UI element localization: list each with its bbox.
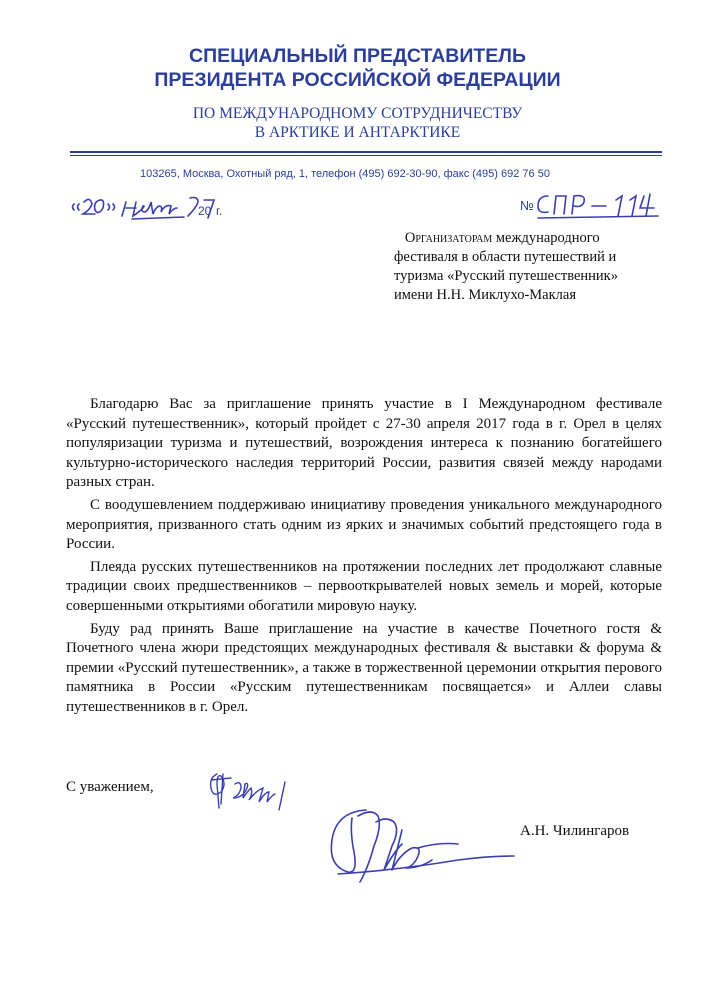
body-paragraph-4: Буду рад принять Ваше приглашение на участие в качестве Почетного гостя & Почетного члена жюри предстоящих международных фестиваля & выставки & форума & премии «Русский путешественник», а также в торжественной церемонии открытия перового памятника в России «Русским путешественникам посвящается» и Аллеи славы путешественников в г. Орел.: [66, 620, 662, 715]
date-field: [70, 190, 240, 222]
body-paragraph-3: Плеяда русских путешественников на протяжении последних лет продолжают славные традиции своих предшественников – первооткрывателей новых земель и морей, которые совершенными открытиями обогатили мировую науку.: [66, 558, 662, 614]
addressee-line1-caps: Организаторам: [404, 230, 493, 246]
date-printed-suffix: г.: [216, 204, 223, 218]
letterhead-title-line1: СПЕЦИАЛЬНЫЙ ПРЕДСТАВИТЕЛЬ: [189, 45, 526, 67]
signature: [318, 800, 518, 890]
addressee-line1: [394, 229, 694, 248]
letterhead-rule-top: [70, 151, 662, 153]
document-number: [520, 188, 680, 220]
body-paragraph-1: Благодарю Вас за приглашение принять участие в I Международном фестивале «Русский путешественник», который пройдет с 27-30 апреля 2017 года в г. Орел в целях популяризации туризма и путешествий, возрождения интереса к познанию богатейшего культурно-исторического наследия территорий России, развития связей между народами разных стран.: [66, 396, 662, 491]
letterhead-subtitle: [0, 104, 715, 142]
body-paragraph-2: С воодушевлением поддерживаю инициативу проведения уникального международного мероприятия, призванного стать одним из ярких и значимых событий предстоящего года в России.: [66, 496, 662, 553]
handwritten-number: [534, 188, 680, 220]
addressee-line1-rest: международного: [492, 230, 600, 246]
handwritten-date: [70, 190, 240, 222]
letterhead-title: [0, 44, 715, 92]
letterhead-subtitle-line2: В АРКТИКЕ И АНТАРКТИКЕ: [254, 124, 461, 141]
letterhead-rule-bottom: [70, 155, 662, 156]
letter-body: [66, 395, 662, 721]
date-printed-year-prefix: 20: [198, 204, 212, 218]
letterhead-address: 103265, Москва, Охотный ряд, 1, телефон (495) 692-30-90, факс (495) 692 76 50: [140, 168, 550, 180]
letterhead-subtitle-line1: ПО МЕЖДУНАРОДНОМУ СОТРУДНИЧЕСТВУ: [192, 105, 523, 122]
addressee-block: [394, 229, 694, 305]
number-prefix: №: [520, 198, 534, 213]
signer-name: А.Н. Чилингаров: [520, 823, 630, 839]
handwritten-initials: [205, 768, 315, 813]
closing-salutation: С уважением,: [66, 779, 154, 795]
letterhead-title-line2: ПРЕЗИДЕНТА РОССИЙСКОЙ ФЕДЕРАЦИИ: [154, 69, 561, 91]
addressee-line2: фестиваля в области путешествий и: [394, 249, 617, 265]
addressee-line3: туризма «Русский путешественник»: [394, 268, 618, 284]
addressee-line4: имени Н.Н. Миклухо-Маклая: [394, 287, 577, 303]
